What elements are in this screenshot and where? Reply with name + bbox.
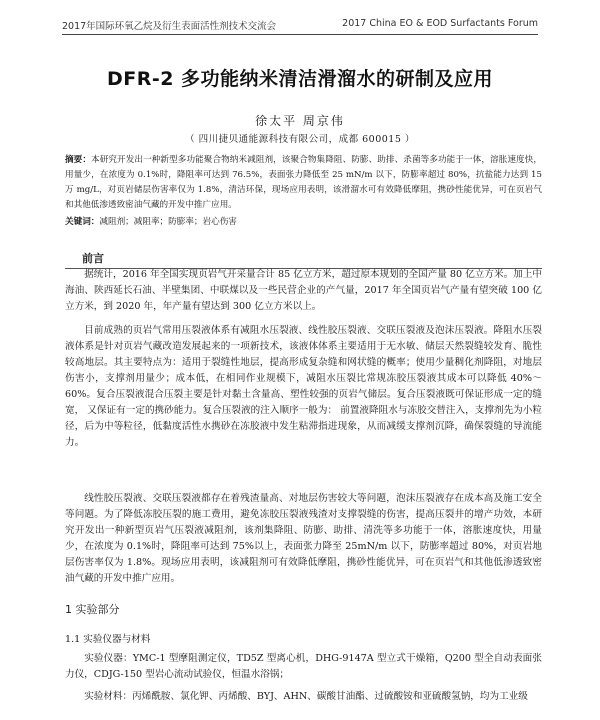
keywords-label: 关键词：: [65, 217, 100, 227]
keywords: [65, 215, 542, 230]
keywords-text: 减阻剂；减阻率；防膨率；岩心伤害: [99, 217, 237, 227]
authors: 徐太平 周京伟: [255, 114, 345, 128]
subsection-heading-1-1: 1.1 实验仪器与材料: [65, 634, 151, 645]
header-rule: [62, 34, 538, 35]
paragraph-1: 据统计，2016 年全国实现页岩气开采量合计 85 亿立方米，超过原本规划的全国产量 80 亿立方米。加上中海油、陕西延长石油、半壁集团、中联煤以及一些民营企业的产气量，2017 年全国页岩气产量有望突破 100 亿立方米，到 2020 年，年产量有望达到 300 亿立方米以上。: [65, 269, 542, 312]
paragraph-instruments: 实验仪器：YMC-1 型摩阻测定仪，TD5Z 型离心机，DHG-9147A 型立式干燥箱，Q200 型全自动表面张力仪，CDJG-150 型岩心流动试验仪，恒温水浴锅；: [65, 653, 542, 680]
paragraph-materials: 实验材料：丙烯酰胺、氯化钾、丙烯酸、BYJ、AHN、碳酸甘油酯、过硫酸铵和亚硫酸氢钠，均为工业级: [84, 691, 528, 702]
header-left: 2017年国际环氧乙烷及衍生表面活性剂技术交流会: [62, 21, 277, 32]
running-header: [62, 18, 538, 34]
paragraph-3: 线性胶压裂液、交联压裂液都存在着残渣量高、对地层伤害较大等问题，泡沫压裂液存在成本高及施工安全等问题。为了降低冻胶压裂的施工费用，避免冻胶压裂液残渣对支撑裂缝的伤害，提高压裂井的增产功效，本研究开发出一种新型页岩气压裂液减阻剂，该剂集降阻、防膨、助排、清洗等多功能于一体，溶胀速度快，用量少，在浓度为 0.1%时，降阻率可达到 75%以上，表面张力降至 25mN/m 以下，防膨率超过 80%，对页岩地层伤害率仅为 1.8%。现场应用表明，该减阻剂可有效降低摩阻，携砂性能优异，可在页岩气和其他低渗透致密油气藏的开发中推广应用。: [65, 493, 542, 584]
section-heading-preface: 前言: [82, 252, 104, 265]
abstract-text: 本研究开发出一种新型多功能聚合物纳米减阻剂，该聚合物集降阻、防膨、助排、杀菌等多功能于一体，溶胀速度快，用量少，在浓度为 0.1%时，降阻率可达到 76.5%，表面张力降低至 25 mN/m 以下，防膨率超过 80%，抗盐能力达到 15 万 mg/L，对页岩储层伤害率仅为 1.8%，清洁环保，现场应用表明，该滑溜水可有效降低摩阻，携砂性能优异，可在页岩气和其他低渗透致密油气藏的开发中推广应用。: [65, 155, 542, 210]
abstract: [65, 153, 542, 213]
paper-title: DFR-2 多功能纳米清洁滑溜水的研制及应用: [106, 68, 494, 90]
header-right: 2017 China EO & EOD Surfactants Forum: [342, 18, 538, 29]
section-heading-1: 1 实验部分: [65, 603, 120, 616]
affiliation: （ 四川捷贝通能源科技有限公司，成都 600015 ）: [185, 134, 415, 145]
paragraph-2: 目前成熟的页岩气常用压裂液体系有减阻水压裂液、线性胶压裂液、交联压裂液及泡沫压裂液。降阻水压裂液体系是针对页岩气藏改造发展起来的一项新技术，该液体体系主要适用于无水敏、储层天然裂缝较发育、脆性较高地层。其主要特点为：适用于裂缝性地层，提高形成复杂缝和网状缝的概率；使用少量稠化剂降阻，对地层伤害小，支撑剂用量少；成本低，在相同作业规模下，减阻水压裂比常规冻胶压裂液其成本可以降低 40%～60%。复合压裂液混合压裂主要是针对黏土含量高、塑性较强的页岩气储层。复合压裂液既可保证形成一定的缝宽， 又保证有一定的携砂能力。复合压裂液的注入顺序一般为： 前置液降阻水与冻胶交替注入，支撑剂先为小粒径，后为中等粒径，低黏度活性水携砂在冻胶液中发生粘滞指进现象，从而减缓支撑剂沉降，确保裂缝的导流能力。: [65, 325, 542, 448]
abstract-label: 摘要：: [65, 155, 92, 165]
